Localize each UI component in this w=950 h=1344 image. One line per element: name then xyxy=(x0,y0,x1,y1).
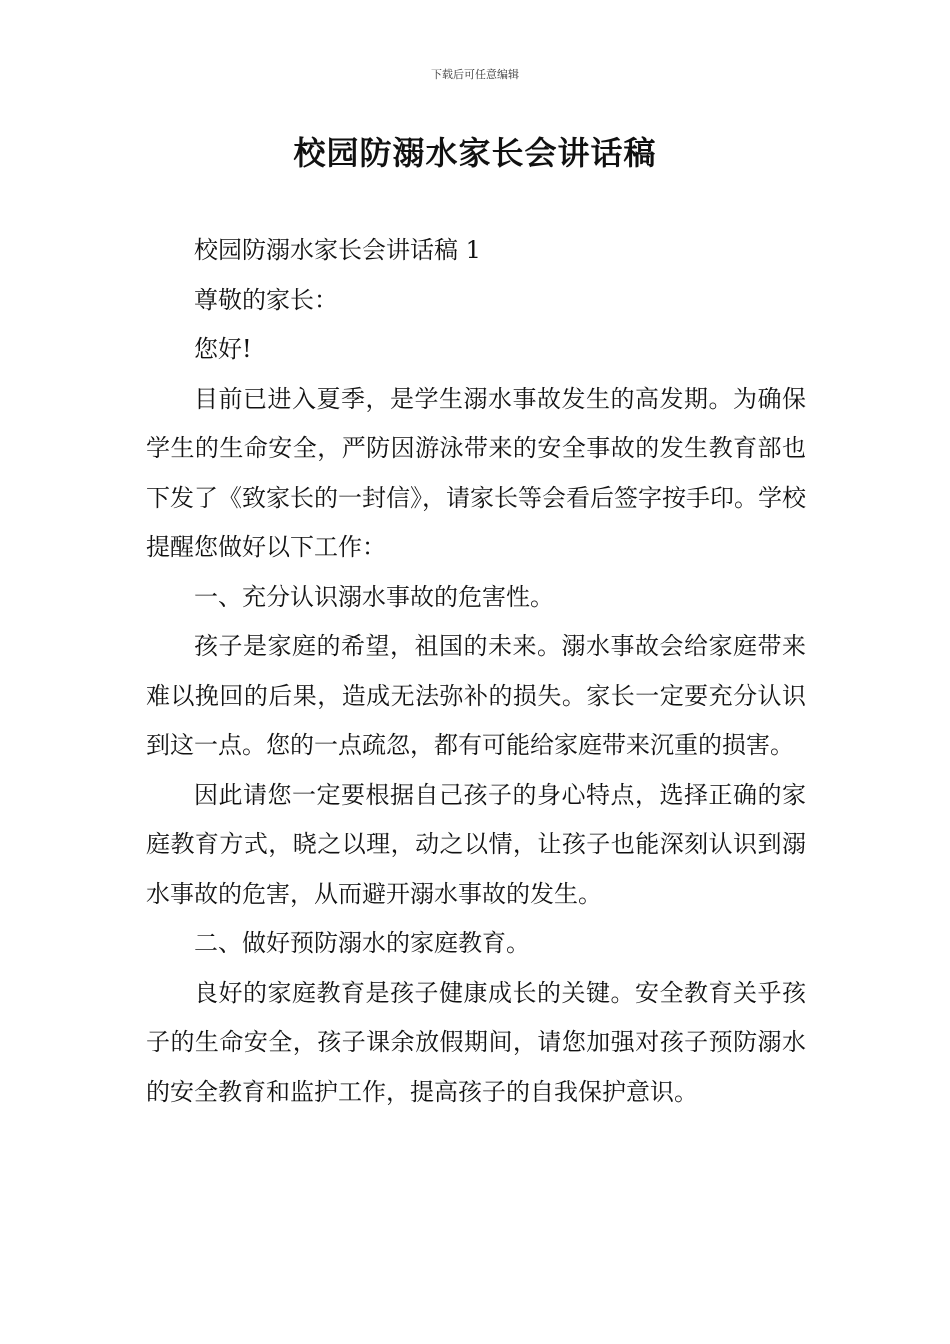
section-heading: 校园防溺水家长会讲话稿 1 xyxy=(194,236,481,264)
salutation: 尊敬的家长： xyxy=(194,285,338,314)
document-body xyxy=(146,226,806,1117)
paragraph: 孩子是家庭的希望，祖国的未来。溺水事故会给家庭带来难以挽回的后果，造成无法弥补的损失。家长一定要充分认识到这一点。您的一点疏忽，都有可能给家庭带来沉重的损害。 xyxy=(146,632,806,759)
paragraph: 目前已进入夏季，是学生溺水事故发生的高发期。为确保学生的生命安全，严防因游泳带来的安全事故的发生教育部也下发了《致家长的一封信》，请家长等会看后签字按手印。学校提醒您做好以下工作： xyxy=(146,384,806,561)
paragraph: 因此请您一定要根据自己孩子的身心特点，选择正确的家庭教育方式，晓之以理，动之以情，让孩子也能深刻认识到溺水事故的危害，从而避开溺水事故的发生。 xyxy=(146,780,806,908)
subheading: 一、充分认识溺水事故的危害性。 xyxy=(194,582,554,611)
header-note: 下载后可任意编辑 xyxy=(431,68,519,81)
document-title: 校园防溺水家长会讲话稿 xyxy=(293,134,657,172)
subheading: 二、做好预防溺水的家庭教育。 xyxy=(194,929,530,957)
greeting: 您好! xyxy=(194,335,252,363)
paragraph: 良好的家庭教育是孩子健康成长的关键。安全教育关乎孩子的生命安全，孩子课余放假期间，请您加强对孩子预防溺水的安全教育和监护工作，提高孩子的自我保护意识。 xyxy=(146,978,806,1106)
